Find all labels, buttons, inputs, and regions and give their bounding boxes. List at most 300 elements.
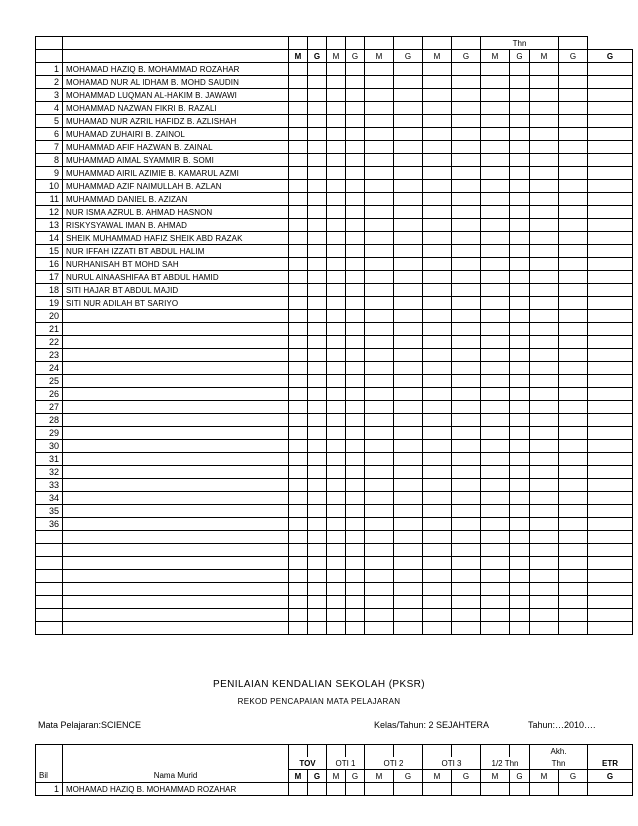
score-cell[interactable] [510,570,530,583]
score-cell[interactable] [559,206,588,219]
score-cell[interactable] [588,141,633,154]
score-cell[interactable] [394,102,423,115]
score-cell[interactable] [588,167,633,180]
score-cell[interactable] [394,258,423,271]
score-cell[interactable] [308,219,327,232]
score-cell[interactable] [510,336,530,349]
score-cell[interactable] [588,89,633,102]
score-cell[interactable] [394,284,423,297]
score-cell[interactable] [308,401,327,414]
score-cell[interactable] [510,479,530,492]
score-cell[interactable] [481,622,510,635]
score-cell[interactable] [588,622,633,635]
score-cell[interactable] [308,531,327,544]
score-cell[interactable] [394,427,423,440]
score-cell[interactable] [510,193,530,206]
score-cell[interactable] [394,115,423,128]
score-cell[interactable] [559,245,588,258]
score-cell[interactable] [327,596,346,609]
score-cell[interactable] [365,180,394,193]
score-cell[interactable] [289,783,308,796]
score-cell[interactable] [481,284,510,297]
score-cell[interactable] [559,492,588,505]
score-cell[interactable] [346,375,365,388]
score-cell[interactable] [365,375,394,388]
score-cell[interactable] [559,427,588,440]
score-cell[interactable] [530,596,559,609]
score-cell[interactable] [327,427,346,440]
score-cell[interactable] [327,401,346,414]
score-cell[interactable] [452,219,481,232]
score-cell[interactable] [588,414,633,427]
score-cell[interactable] [327,622,346,635]
score-cell[interactable] [423,362,452,375]
score-cell[interactable] [530,141,559,154]
score-cell[interactable] [559,271,588,284]
score-cell[interactable] [394,596,423,609]
score-cell[interactable] [327,349,346,362]
score-cell[interactable] [559,453,588,466]
score-cell[interactable] [588,453,633,466]
score-cell[interactable] [530,271,559,284]
score-cell[interactable] [588,518,633,531]
score-cell[interactable] [510,89,530,102]
score-cell[interactable] [346,570,365,583]
score-cell[interactable] [530,102,559,115]
score-cell[interactable] [289,505,308,518]
score-cell[interactable] [289,271,308,284]
score-cell[interactable] [452,570,481,583]
score-cell[interactable] [423,401,452,414]
score-cell[interactable] [481,518,510,531]
score-cell[interactable] [289,414,308,427]
score-cell[interactable] [346,141,365,154]
score-cell[interactable] [308,141,327,154]
score-cell[interactable] [327,76,346,89]
score-cell[interactable] [423,115,452,128]
score-cell[interactable] [308,76,327,89]
score-cell[interactable] [365,76,394,89]
score-cell[interactable] [365,401,394,414]
score-cell[interactable] [588,583,633,596]
score-cell[interactable] [510,232,530,245]
score-cell[interactable] [452,89,481,102]
score-cell[interactable] [510,323,530,336]
score-cell[interactable] [588,232,633,245]
score-cell[interactable] [530,245,559,258]
score-cell[interactable] [530,505,559,518]
score-cell[interactable] [308,193,327,206]
score-cell[interactable] [530,583,559,596]
score-cell[interactable] [365,783,394,796]
score-cell[interactable] [289,245,308,258]
score-cell[interactable] [423,427,452,440]
score-cell[interactable] [559,609,588,622]
score-cell[interactable] [308,427,327,440]
score-cell[interactable] [559,388,588,401]
score-cell[interactable] [308,284,327,297]
score-cell[interactable] [452,128,481,141]
score-cell[interactable] [346,479,365,492]
score-cell[interactable] [423,232,452,245]
score-cell[interactable] [510,284,530,297]
score-cell[interactable] [481,310,510,323]
score-cell[interactable] [481,531,510,544]
score-cell[interactable] [588,479,633,492]
score-cell[interactable] [423,128,452,141]
score-cell[interactable] [423,518,452,531]
score-cell[interactable] [481,193,510,206]
score-cell[interactable] [327,518,346,531]
score-cell[interactable] [327,206,346,219]
score-cell[interactable] [530,531,559,544]
score-cell[interactable] [588,375,633,388]
score-cell[interactable] [346,401,365,414]
score-cell[interactable] [423,414,452,427]
score-cell[interactable] [394,193,423,206]
score-cell[interactable] [510,63,530,76]
score-cell[interactable] [423,783,452,796]
score-cell[interactable] [452,193,481,206]
score-cell[interactable] [394,479,423,492]
score-cell[interactable] [308,323,327,336]
score-cell[interactable] [510,271,530,284]
score-cell[interactable] [510,141,530,154]
score-cell[interactable] [327,232,346,245]
score-cell[interactable] [530,349,559,362]
score-cell[interactable] [481,323,510,336]
score-cell[interactable] [588,531,633,544]
score-cell[interactable] [346,180,365,193]
score-cell[interactable] [452,115,481,128]
score-cell[interactable] [308,583,327,596]
score-cell[interactable] [394,783,423,796]
score-cell[interactable] [308,128,327,141]
score-cell[interactable] [530,570,559,583]
score-cell[interactable] [559,180,588,193]
score-cell[interactable] [289,492,308,505]
score-cell[interactable] [394,531,423,544]
score-cell[interactable] [289,284,308,297]
score-cell[interactable] [510,622,530,635]
score-cell[interactable] [365,544,394,557]
score-cell[interactable] [346,505,365,518]
score-cell[interactable] [423,583,452,596]
score-cell[interactable] [289,89,308,102]
score-cell[interactable] [588,323,633,336]
score-cell[interactable] [510,440,530,453]
score-cell[interactable] [452,154,481,167]
score-cell[interactable] [365,206,394,219]
score-cell[interactable] [394,89,423,102]
score-cell[interactable] [423,167,452,180]
score-cell[interactable] [394,349,423,362]
score-cell[interactable] [346,76,365,89]
score-cell[interactable] [588,206,633,219]
score-cell[interactable] [559,167,588,180]
score-cell[interactable] [452,180,481,193]
score-cell[interactable] [481,206,510,219]
score-cell[interactable] [481,336,510,349]
score-cell[interactable] [559,63,588,76]
score-cell[interactable] [308,505,327,518]
score-cell[interactable] [308,466,327,479]
score-cell[interactable] [423,375,452,388]
score-cell[interactable] [327,492,346,505]
score-cell[interactable] [588,297,633,310]
score-cell[interactable] [559,141,588,154]
score-cell[interactable] [510,362,530,375]
score-cell[interactable] [308,609,327,622]
score-cell[interactable] [481,440,510,453]
score-cell[interactable] [346,102,365,115]
score-cell[interactable] [365,414,394,427]
score-cell[interactable] [510,596,530,609]
score-cell[interactable] [327,544,346,557]
score-cell[interactable] [394,544,423,557]
score-cell[interactable] [289,596,308,609]
score-cell[interactable] [530,414,559,427]
score-cell[interactable] [346,583,365,596]
score-cell[interactable] [289,570,308,583]
score-cell[interactable] [452,583,481,596]
score-cell[interactable] [423,453,452,466]
score-cell[interactable] [308,180,327,193]
score-cell[interactable] [346,128,365,141]
score-cell[interactable] [481,245,510,258]
score-cell[interactable] [346,609,365,622]
score-cell[interactable] [588,271,633,284]
score-cell[interactable] [588,349,633,362]
score-cell[interactable] [327,167,346,180]
score-cell[interactable] [308,115,327,128]
score-cell[interactable] [346,336,365,349]
score-cell[interactable] [365,453,394,466]
score-cell[interactable] [559,76,588,89]
score-cell[interactable] [308,622,327,635]
score-cell[interactable] [365,609,394,622]
score-cell[interactable] [308,362,327,375]
score-cell[interactable] [559,362,588,375]
score-cell[interactable] [481,349,510,362]
score-cell[interactable] [394,622,423,635]
score-cell[interactable] [530,63,559,76]
score-cell[interactable] [530,284,559,297]
score-cell[interactable] [559,479,588,492]
score-cell[interactable] [327,583,346,596]
score-cell[interactable] [346,297,365,310]
score-cell[interactable] [530,388,559,401]
score-cell[interactable] [394,206,423,219]
score-cell[interactable] [530,167,559,180]
score-cell[interactable] [308,258,327,271]
score-cell[interactable] [510,453,530,466]
score-cell[interactable] [365,518,394,531]
score-cell[interactable] [327,193,346,206]
score-cell[interactable] [559,518,588,531]
score-cell[interactable] [530,440,559,453]
score-cell[interactable] [394,154,423,167]
score-cell[interactable] [530,453,559,466]
score-cell[interactable] [423,388,452,401]
score-cell[interactable] [346,492,365,505]
score-cell[interactable] [346,466,365,479]
score-cell[interactable] [452,76,481,89]
score-cell[interactable] [423,89,452,102]
score-cell[interactable] [452,505,481,518]
score-cell[interactable] [588,154,633,167]
score-cell[interactable] [289,349,308,362]
score-cell[interactable] [510,414,530,427]
score-cell[interactable] [452,375,481,388]
score-cell[interactable] [423,531,452,544]
score-cell[interactable] [588,544,633,557]
score-cell[interactable] [346,596,365,609]
score-cell[interactable] [394,557,423,570]
score-cell[interactable] [559,89,588,102]
score-cell[interactable] [452,783,481,796]
score-cell[interactable] [530,154,559,167]
score-cell[interactable] [481,492,510,505]
score-cell[interactable] [365,492,394,505]
score-cell[interactable] [423,154,452,167]
score-cell[interactable] [510,609,530,622]
score-cell[interactable] [289,232,308,245]
score-cell[interactable] [308,245,327,258]
score-cell[interactable] [308,336,327,349]
score-cell[interactable] [365,232,394,245]
score-cell[interactable] [365,245,394,258]
score-cell[interactable] [394,492,423,505]
score-cell[interactable] [510,492,530,505]
score-cell[interactable] [289,479,308,492]
score-cell[interactable] [510,219,530,232]
score-cell[interactable] [530,362,559,375]
score-cell[interactable] [510,427,530,440]
score-cell[interactable] [423,336,452,349]
score-cell[interactable] [588,362,633,375]
score-cell[interactable] [308,596,327,609]
score-cell[interactable] [394,141,423,154]
score-cell[interactable] [588,258,633,271]
score-cell[interactable] [394,518,423,531]
score-cell[interactable] [588,336,633,349]
score-cell[interactable] [394,219,423,232]
score-cell[interactable] [365,570,394,583]
score-cell[interactable] [481,609,510,622]
score-cell[interactable] [308,297,327,310]
score-cell[interactable] [394,310,423,323]
score-cell[interactable] [308,232,327,245]
score-cell[interactable] [481,783,510,796]
score-cell[interactable] [327,180,346,193]
score-cell[interactable] [481,414,510,427]
score-cell[interactable] [510,206,530,219]
score-cell[interactable] [452,531,481,544]
score-cell[interactable] [423,245,452,258]
score-cell[interactable] [510,544,530,557]
score-cell[interactable] [394,232,423,245]
score-cell[interactable] [289,518,308,531]
score-cell[interactable] [452,622,481,635]
score-cell[interactable] [559,401,588,414]
score-cell[interactable] [559,531,588,544]
score-cell[interactable] [510,102,530,115]
score-cell[interactable] [510,76,530,89]
score-cell[interactable] [346,310,365,323]
score-cell[interactable] [452,518,481,531]
score-cell[interactable] [588,115,633,128]
score-cell[interactable] [452,102,481,115]
score-cell[interactable] [327,219,346,232]
score-cell[interactable] [481,375,510,388]
score-cell[interactable] [452,453,481,466]
score-cell[interactable] [481,297,510,310]
score-cell[interactable] [365,63,394,76]
score-cell[interactable] [452,388,481,401]
score-cell[interactable] [346,258,365,271]
score-cell[interactable] [346,271,365,284]
score-cell[interactable] [289,115,308,128]
score-cell[interactable] [559,128,588,141]
score-cell[interactable] [394,375,423,388]
score-cell[interactable] [559,783,588,796]
score-cell[interactable] [289,466,308,479]
score-cell[interactable] [289,128,308,141]
score-cell[interactable] [559,115,588,128]
score-cell[interactable] [452,167,481,180]
score-cell[interactable] [530,557,559,570]
score-cell[interactable] [530,492,559,505]
score-cell[interactable] [452,349,481,362]
score-cell[interactable] [530,232,559,245]
score-cell[interactable] [559,297,588,310]
score-cell[interactable] [423,206,452,219]
score-cell[interactable] [365,531,394,544]
score-cell[interactable] [308,154,327,167]
score-cell[interactable] [289,63,308,76]
score-cell[interactable] [327,440,346,453]
score-cell[interactable] [394,180,423,193]
score-cell[interactable] [530,115,559,128]
score-cell[interactable] [394,440,423,453]
score-cell[interactable] [365,349,394,362]
score-cell[interactable] [588,193,633,206]
score-cell[interactable] [588,284,633,297]
score-cell[interactable] [289,375,308,388]
score-cell[interactable] [327,323,346,336]
score-cell[interactable] [452,466,481,479]
score-cell[interactable] [481,154,510,167]
score-cell[interactable] [327,414,346,427]
score-cell[interactable] [289,401,308,414]
score-cell[interactable] [289,297,308,310]
score-cell[interactable] [530,375,559,388]
score-cell[interactable] [530,427,559,440]
score-cell[interactable] [394,388,423,401]
score-cell[interactable] [588,310,633,323]
score-cell[interactable] [394,167,423,180]
score-cell[interactable] [559,154,588,167]
score-cell[interactable] [327,141,346,154]
score-cell[interactable] [559,557,588,570]
score-cell[interactable] [394,570,423,583]
score-cell[interactable] [327,89,346,102]
score-cell[interactable] [423,297,452,310]
score-cell[interactable] [481,102,510,115]
score-cell[interactable] [289,310,308,323]
score-cell[interactable] [289,583,308,596]
